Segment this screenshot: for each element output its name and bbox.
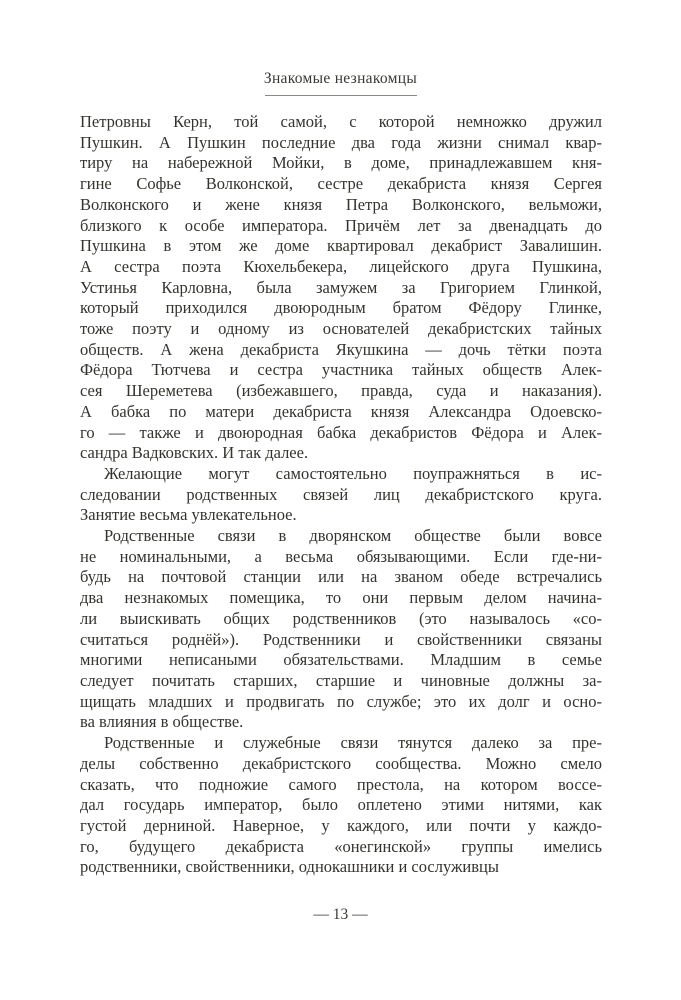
text-line: многими неписаными обязательствами. Младшим в семье — [80, 650, 602, 670]
text-line: не номинальными, а весьма обязывающими. Если где-ни- — [80, 546, 602, 566]
text-line: щищать младших и продвигать по службе; это их долг и осно- — [80, 691, 602, 711]
text-line: сандра Вадковских. И так далее. — [80, 443, 309, 463]
text-line: следует почитать старших, старшие и чиновные должны за- — [80, 670, 602, 690]
paragraph — [80, 733, 602, 878]
text-line: Родственные связи в дворянском обществе были вовсе — [104, 526, 602, 546]
text-line: следовании родственных связей лиц декабристского круга. — [80, 484, 602, 504]
text-line: густой дерниной. Наверное, у каждого, или почти у каждо- — [80, 815, 602, 835]
page-body — [80, 112, 602, 878]
text-line: Пушкина в этом же доме квартировал декабрист Завалишин. — [80, 236, 602, 256]
text-line: Родственные и служебные связи тянутся далеко за пре- — [104, 733, 602, 753]
text-line: сказать, что подножие самого престола, на котором воссе- — [80, 774, 602, 794]
text-line: близкого к особе императора. Причём лет за двенадцать до — [80, 215, 602, 235]
text-line: дал государь император, было оплетено этими нитями, как — [80, 795, 602, 815]
text-line: тиру на набережной Мойки, в доме, принадлежавшем кня- — [80, 153, 602, 173]
text-line: делы собственно декабристского сообщества. Можно смело — [80, 753, 602, 773]
chapter-title: Знакомые незнакомцы — [263, 70, 418, 87]
text-line: ва влияния в обществе. — [80, 712, 244, 732]
text-line: го — также и двоюродная бабка декабристов Фёдора и Алек- — [80, 422, 602, 442]
text-line: родственники, свойственники, однокашники и сослуживцы — [80, 857, 499, 877]
text-line: Желающие могут самостоятельно поупражняться в ис- — [104, 463, 602, 483]
text-line: ли выискивать общих родственников (это называлось «со- — [80, 608, 602, 628]
text-line: А бабка по матери декабриста князя Александра Одоевско- — [80, 401, 602, 421]
text-line: тоже поэту и одному из основателей декабристских тайных — [80, 319, 602, 339]
text-line: будь на почтовой станции или на званом обеде встречались — [80, 567, 602, 587]
text-line: Фёдора Тютчева и сестра участника тайных обществ Алек- — [80, 360, 602, 380]
text-line: сея Шереметева (избежавшего, правда, суда и наказания). — [80, 381, 602, 401]
header-rule — [265, 95, 417, 96]
paragraph — [80, 112, 602, 464]
running-head — [0, 70, 681, 96]
text-line: Петровны Керн, той самой, с которой немножко дружил — [80, 112, 602, 131]
paragraph — [80, 464, 602, 526]
text-line: Волконского и жене князя Петра Волконского, вельможи, — [80, 194, 602, 214]
text-line: два незнакомых помещика, то они первым делом начина- — [80, 588, 602, 608]
text-line: А сестра поэта Кюхельбекера, лицейского друга Пушкина, — [80, 256, 602, 276]
text-line: Занятие весьма увлекательное. — [80, 505, 297, 525]
text-line: считаться роднёй»). Родственники и свойственники связаны — [80, 629, 602, 649]
text-line: Пушкин. А Пушкин последние два года жизни снимал квар- — [80, 132, 602, 152]
text-line: го, будущего декабриста «онегинской» группы имелись — [80, 836, 602, 856]
text-line: Устинья Карловна, была замужем за Григорием Глинкой, — [80, 277, 602, 297]
page-number: — 13 — — [313, 906, 368, 923]
text-line: обществ. А жена декабриста Якушкина — дочь тётки поэта — [80, 339, 602, 359]
text-line: гине Софье Волконской, сестре декабриста князя Сергея — [80, 174, 602, 194]
text-line: который приходился двоюродным братом Фёдору Глинке, — [80, 298, 602, 318]
paragraph — [80, 526, 602, 733]
